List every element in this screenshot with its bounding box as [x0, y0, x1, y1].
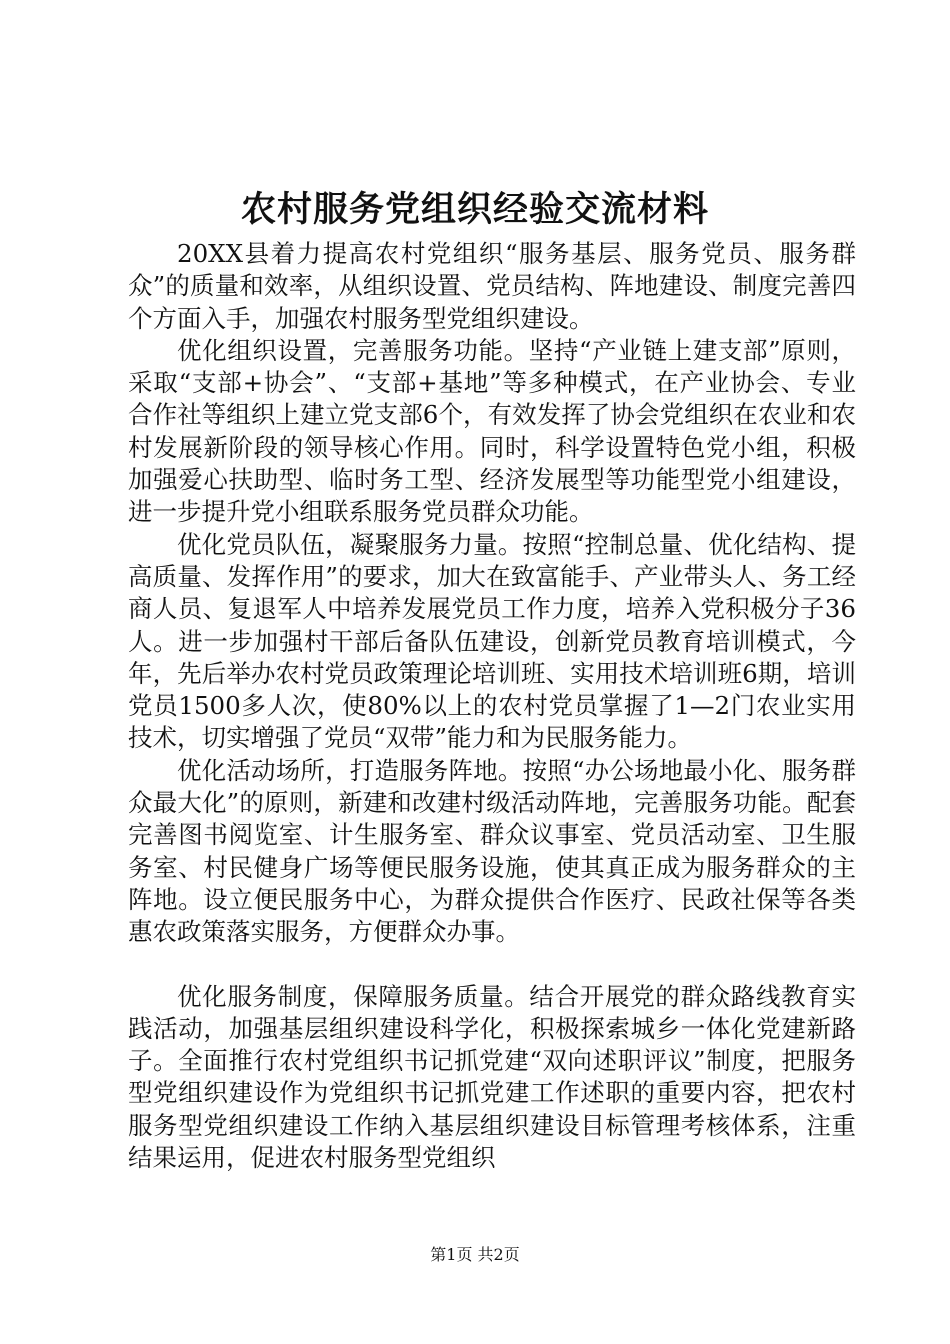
document-body — [128, 238, 856, 1174]
paragraph-activity-venues: 优化活动场所，打造服务阵地。按照“办公场地最小化、服务群众最大化”的原则，新建和改建村级活动阵地，完善服务功能。配套完善图书阅览室、计生服务室、群众议事室、党员活动室、卫生服务室、村民健身广场等便民服务设施，使其真正成为服务群众的主阵地。设立便民服务中心，为群众提供合作医疗、民政社保等各类惠农政策落实服务，方便群众办事。 — [128, 755, 856, 947]
paragraph-service-system: 优化服务制度，保障服务质量。结合开展党的群众路线教育实践活动，加强基层组织建设科学化，积极探索城乡一体化党建新路子。全面推行农村党组织书记抓党建“双向述职评议”制度，把服务型党组织建设作为党组织书记抓党建工作述职的重要内容，把农村服务型党组织建设工作纳入基层组织建设目标管理考核体系，注重结果运用，促进农村服务型党组织 — [128, 981, 856, 1173]
paragraph-organization-setup: 优化组织设置，完善服务功能。坚持“产业链上建支部”原则，采取“支部+协会”、“支部+基地”等多种模式，在产业协会、专业合作社等组织上建立党支部6个，有效发挥了协会党组织在农业和农村发展新阶段的领导核心作用。同时，科学设置特色党小组，积极加强爱心扶助型、临时务工型、经济发展型等功能型党小组建设，进一步提升党小组联系服务党员群众功能。 — [128, 335, 856, 527]
document-title: 农村服务党组织经验交流材料 — [240, 189, 709, 230]
page-footer: 第1页 共2页 — [430, 1245, 520, 1264]
paragraph-intro: 20XX县着力提高农村党组织“服务基层、服务党员、服务群众”的质量和效率，从组织设置、党员结构、阵地建设、制度完善四个方面入手，加强农村服务型党组织建设。 — [128, 239, 856, 333]
paragraph-party-members: 优化党员队伍，凝聚服务力量。按照“控制总量、优化结构、提高质量、发挥作用”的要求，加大在致富能手、产业带头人、务工经商人员、复退军人中培养发展党员工作力度，培养入党积极分子36人。进一步加强村干部后备队伍建设，创新党员教育培训模式，今年，先后举办农村党员政策理论培训班、实用技术培训班6期，培训党员1500多人次，使80%以上的农村党员掌握了1—2门农业实用技术，切实增强了党员“双带”能力和为民服务能力。 — [128, 529, 856, 753]
